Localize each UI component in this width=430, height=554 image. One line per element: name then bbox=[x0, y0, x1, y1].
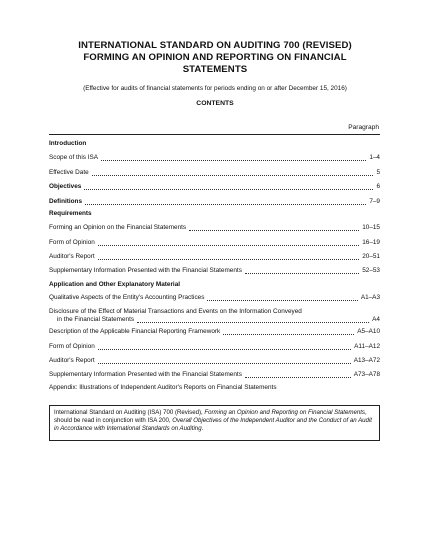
title-line-3: STATEMENTS bbox=[182, 64, 248, 75]
dot-leader bbox=[245, 377, 351, 378]
dot-leader bbox=[84, 189, 373, 190]
toc-entry-label: Introduction bbox=[49, 140, 87, 147]
toc-entry-paragraph-number: 5 bbox=[376, 169, 380, 176]
toc-entry-label: Requirements bbox=[49, 210, 92, 217]
dot-leader bbox=[85, 204, 366, 205]
toc-entry-label: Forming an Opinion on the Financial Statements bbox=[49, 224, 187, 231]
dot-leader bbox=[245, 273, 359, 274]
note-text-5: . bbox=[201, 425, 204, 433]
toc-entry-label: Supplementary Information Presented with the Financial Statements bbox=[49, 371, 242, 378]
toc-entry-label: Form of Opinion bbox=[49, 239, 95, 246]
toc-entry-label: Application and Other Explanatory Material bbox=[49, 281, 181, 288]
effective-date-note: (Effective for audits of financial statements for periods ending on or after December 15, 2016) bbox=[83, 85, 347, 92]
toc-entry-paragraph-number: 10–15 bbox=[362, 224, 380, 231]
toc-entry-label: Appendix: Illustrations of Independent Auditor's Reports on Financial Statements bbox=[49, 384, 277, 391]
contents-heading: CONTENTS bbox=[196, 100, 234, 107]
toc-entry-label: Definitions bbox=[49, 198, 83, 205]
note-text-1: International Standard on Auditing (ISA) 700 (Revised), bbox=[54, 409, 205, 416]
toc-entry-paragraph-number: A13–A72 bbox=[353, 357, 380, 364]
dot-leader bbox=[207, 300, 358, 301]
dot-leader bbox=[189, 230, 359, 231]
toc-entry-label: Scope of this ISA bbox=[49, 154, 99, 161]
toc-entry-label: Disclosure of the Effect of Material Transactions and Events on the Information Conveyed bbox=[49, 308, 302, 315]
dot-leader bbox=[98, 363, 351, 364]
dot-leader bbox=[101, 160, 366, 161]
note-text-3: , should be read in conjunction with ISA 200, bbox=[54, 409, 367, 425]
reading-note bbox=[49, 405, 380, 441]
title-line-2: FORMING AN OPINION AND REPORTING ON FINANCIAL bbox=[83, 52, 347, 63]
dot-leader bbox=[98, 349, 351, 350]
toc-entry-label: Supplementary Information Presented with the Financial Statements bbox=[49, 267, 242, 274]
toc-entry-label: Effective Date bbox=[49, 169, 89, 176]
dot-leader bbox=[92, 175, 373, 176]
toc-entry-paragraph-number: 20–51 bbox=[362, 253, 380, 260]
toc-entry-paragraph-number: 52–53 bbox=[362, 267, 380, 274]
toc-entry-paragraph-number: 6 bbox=[376, 183, 380, 190]
toc-entry-label: Description of the Applicable Financial Reporting Framework bbox=[49, 328, 221, 335]
note-text-2: Forming an Opinion and Reporting on Financial Statements bbox=[204, 409, 365, 416]
toc-entry-paragraph-number: 7–9 bbox=[369, 198, 380, 205]
toc-entry-paragraph-number: A4 bbox=[372, 316, 380, 323]
toc-entry-label: Form of Opinion bbox=[49, 343, 95, 350]
title-line-1: INTERNATIONAL STANDARD ON AUDITING 700 (REVISED) bbox=[78, 40, 352, 51]
toc-entry-label: Auditor's Report bbox=[49, 253, 95, 260]
toc-entry-paragraph-number: A11–A12 bbox=[354, 343, 380, 350]
dot-leader bbox=[98, 245, 359, 246]
toc-entry-paragraph-number: 1–4 bbox=[369, 154, 380, 161]
toc-entry-paragraph-number: A73–A78 bbox=[353, 371, 380, 378]
dot-leader bbox=[137, 322, 369, 323]
toc-entry-paragraph-number: A1–A3 bbox=[360, 294, 380, 301]
toc-entry-paragraph-number: 16–19 bbox=[362, 239, 380, 246]
paragraph-column-heading: Paragraph bbox=[348, 124, 379, 131]
dot-leader bbox=[223, 334, 354, 335]
table-of-contents bbox=[49, 0, 380, 554]
toc-entry-label: Auditor's Report bbox=[49, 357, 95, 364]
toc-entry-label: Objectives bbox=[49, 183, 82, 190]
dot-leader bbox=[98, 259, 359, 260]
toc-entry-label-continued: in the Financial Statements bbox=[57, 316, 135, 323]
toc-entry-paragraph-number: A5–A10 bbox=[357, 328, 380, 335]
toc-entry-label: Qualitative Aspects of the Entity's Accounting Practices bbox=[49, 294, 205, 301]
note-text-4: Overall Objectives of the Independent Auditor and the Conduct of an Audit in Accordance with International Standards on Auditing bbox=[54, 417, 372, 433]
